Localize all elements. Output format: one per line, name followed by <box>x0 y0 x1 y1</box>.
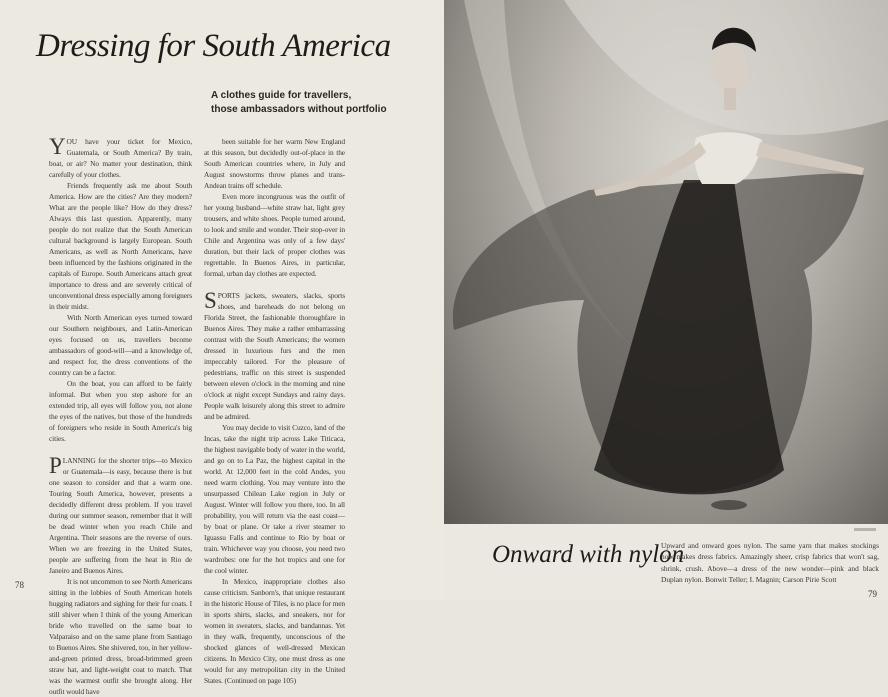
paragraph-text: been suitable for her warm New England at this season, but decidedly out-of-place in the South American countries where, in July and August snowstorms throw planes and trans-Andean trains off schedule. <box>204 137 345 190</box>
body-paragraph <box>49 378 192 444</box>
body-paragraph <box>204 290 345 422</box>
paragraph-text: In Mexico, inappropriate clothes also cause criticism. Sanborn's, that unique restaurant in the historic House of Tiles, is no place for men in sports shirts, slacks, and sneakers, nor for women in sweaters, slacks, and bandannas. Yet in they walk, frequently, unconscious of the shocked glances of well-dressed Mexican citizens. In Mexico City, one must dress as one would for any metropolitan city in the United States. (Continued on page 105) <box>204 577 345 685</box>
paragraph-text: for the shorter trips—to Mexico or Guatemala—is easy, because there is but one season to consider and that a warm one. Touring South America, however, presents a decidedly different dress problem. If you travel during our summer season, remember that it will be dead winter when you reach Chile and Argentina. Their seasons are the reverse of ours. When we are freezing in the United States, people are suffering from the heat in Rio de Janeiro and Buenos Aires. <box>49 456 192 575</box>
drop-cap: S <box>204 288 217 313</box>
body-paragraph <box>49 576 192 697</box>
drop-cap: P <box>49 453 62 478</box>
paragraph-text: It is not uncommon to see North Americans sitting in the lobbies of South American hotels hugging radiators and sighing for their fur coats. I still shiver when I think of the young American bride who travelled on the same boat to Valparaiso and on the same plane from Santiago to Buenos Aires. She shivered, too, in her yellow-and-green printed dress, broad-brimmed green straw hat, and light-weight coat to match. That was the warmest outfit she brought along. Her outfit would have <box>49 577 193 696</box>
left-page <box>0 0 444 696</box>
paragraph-text: On the boat, you can afford to be fairly informal. But when you step ashore for an extended trip, all eyes will follow you, not alone the eyes of the natives, but those of the hundreds of foreigners who reside in South America's big cities. <box>49 379 192 443</box>
right-page <box>444 0 888 600</box>
page-number-right: 79 <box>868 589 877 599</box>
page-number-left: 78 <box>15 580 24 590</box>
article-title: Dressing for South America <box>36 28 391 64</box>
paragraph-text: Friends frequently ask me about South America. How are the cities? Are they modern? What are the people like? How do they dress? Always this last question. Apparently, many people do not realize that the South American cultural background is largely European. South Americans, as well as North Americans, have been influenced by the fashions originated in the capitals of Europe. South Americans attach great importance to dress and are severely critical of unconventional dress especially among foreigners in their midst. <box>49 181 192 311</box>
small-caps-lead: LANNING <box>62 456 96 465</box>
model-in-nylon-gown-image <box>444 0 888 524</box>
small-caps-lead: OU <box>66 137 77 146</box>
subtitle-line: those ambassadors without portfolio <box>211 104 387 115</box>
body-paragraph <box>204 136 345 191</box>
body-paragraph <box>49 455 192 576</box>
paragraph-text: have your ticket for Mexico, Guatemala, or South America? By train, boat, or air? No matter your destination, think carefully of your clothes. <box>49 137 192 179</box>
photo-credit-mark <box>854 528 876 531</box>
body-paragraph <box>204 576 345 686</box>
paragraph-text: jackets, sweaters, slacks, sports shoes, and bareheads do not belong on Florida Street, the fashionable thoroughfare in Buenos Aires. They make a rather embarrassing contrast with the South Americans; the women dressed in luxurious furs and the men impeccably tailored. For the pleasure of pedestrians, traffic on this street is suspended between eleven o'clock in the morning and nine o'clock at night except Sundays and rainy days. People walk leisurely along this street to admire and be admired. <box>204 291 345 421</box>
body-paragraph <box>204 191 345 279</box>
body-paragraph <box>49 136 192 180</box>
photo-caption: Upward and onward goes nylon. The same yarn that makes stockings now makes dress fabrics. Amazingly sheer, crisp fabrics that won't sag, shrink, crush. Above—a dress of the new wonder—pink and black Duplan nylon. Bonwit Teller; I. Magnin; Carson Pirie Scott <box>661 541 879 584</box>
paragraph-text: Even more incongruous was the outfit of her young husband—white straw hat, light grey trousers, and white shoes. People turned around, to look and smile and wonder. Their stop-over in Chile and Argentina was only of a few days' duration, but their lack of proper clothes was regrettable. In Buenos Aires, in particular, formal, urban day clothes are expected. <box>204 192 345 278</box>
body-paragraph <box>49 180 192 312</box>
body-column-2 <box>204 136 345 686</box>
paragraph-text: With North American eyes turned toward our Southern neighbours, and Latin-American eyes focused on us, travellers become ambassadors of good-will—and a knowledge of, and respect for, the dress conventions of the country can be a factor. <box>49 313 192 377</box>
drop-cap: Y <box>49 134 66 159</box>
section-script-title: Onward with nylon <box>492 541 685 568</box>
body-paragraph <box>204 422 345 576</box>
paragraph-text: You may decide to visit Cuzco, land of the Incas, take the night trip across Lake Titicaca, the highest navigable body of water in the world, and go on to La Paz, the highest capital in the world. At 12,000 feet in the cold Andes, you need warm clothing. You may venture into the unsurpassed Chilean Lake region in July or August. Winter will follow you there, too. In all probability, you will return via the east coast—by boat or plane. Or take a river steamer to Iguassu Falls and continue to Rio by boat or train. Whichever way you choose, you need two wardrobes: one for the hot tropics and one for the cool winter. <box>204 423 345 575</box>
body-paragraph <box>49 312 192 378</box>
fashion-photo <box>444 0 888 524</box>
small-caps-lead: PORTS <box>217 291 240 300</box>
body-column-1 <box>49 136 192 697</box>
subtitle-line: A clothes guide for travellers, <box>211 90 352 101</box>
article-subtitle <box>211 89 387 117</box>
